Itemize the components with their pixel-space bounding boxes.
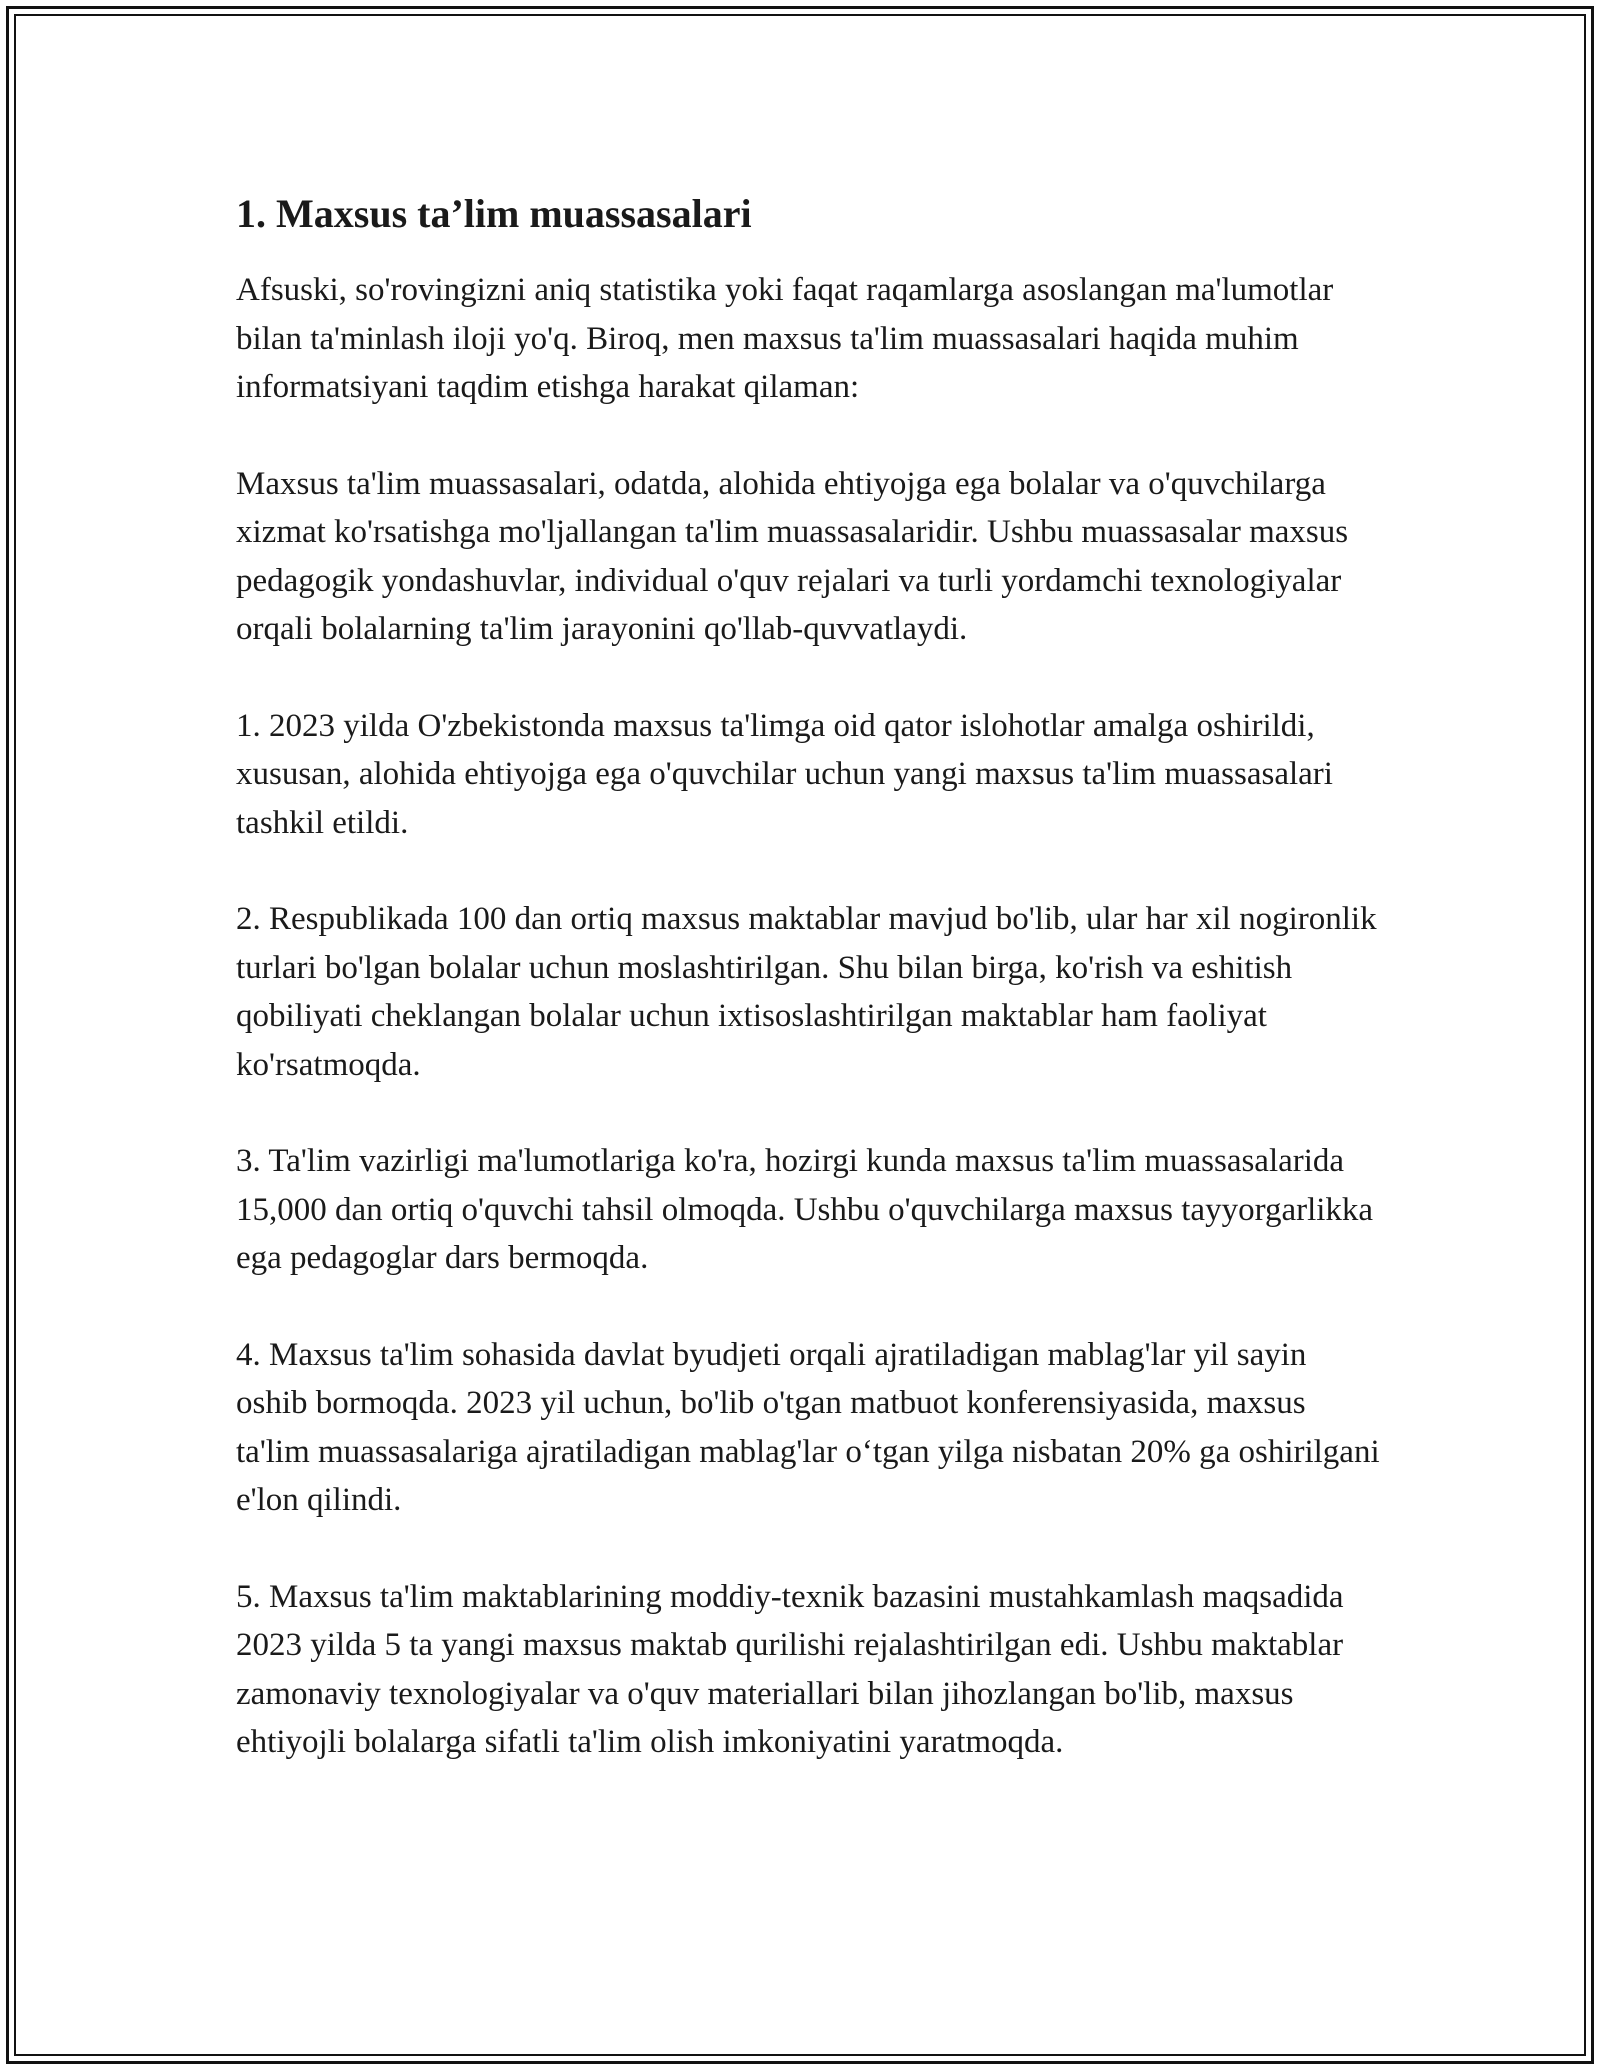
- document-body: [236, 186, 1386, 1815]
- intro-paragraph: Afsuski, so'rovingizni aniq statistika yoki faqat raqamlarga asoslangan ma'lumotlar bilan ta'minlash iloji yo'q. Biroq, men maxsus ta'lim muassasalari haqida muhim informatsiyani taqdim etishga harakat qilaman:: [236, 272, 1334, 405]
- section-heading: 1. Maxsus ta’lim muassasalari: [236, 191, 752, 236]
- point-5-paragraph: 5. Maxsus ta'lim maktablarining moddiy-texnik bazasini mustahkamlash maqsadida 2023 yilda 5 ta yangi maxsus maktab qurilishi rejalashtirilgan edi. Ushbu maktablar zamonaviy texnologiyalar va o'quv materiallari bilan jihozlangan bo'lib, maxsus ehtiyojli bolalarga sifatli ta'lim olish imkoniyatini yaratmoqda.: [236, 1578, 1344, 1760]
- point-3-paragraph: 3. Ta'lim vazirligi ma'lumotlariga ko'ra, hozirgi kunda maxsus ta'lim muassasalarida 15,000 dan ortiq o'quvchi tahsil olmoqda. Ushbu o'quvchilarga maxsus tayyorgarlikka ega pedagoglar dars bermoqda.: [236, 1143, 1374, 1276]
- definition-paragraph: Maxsus ta'lim muassasalari, odatda, alohida ehtiyojga ega bolalar va o'quvchilarga xizmat ko'rsatishga mo'ljallangan ta'lim muassasalaridir. Ushbu muassasalar maxsus pedagogik yondashuvlar, individual o'quv rejalari va turli yordamchi texnologiyalar orqali bolalarning ta'lim jarayonini qo'llab-quvvatlaydi.: [236, 465, 1349, 647]
- point-1-paragraph: 1. 2023 yilda O'zbekistonda maxsus ta'limga oid qator islohotlar amalga oshirildi, xususan, alohida ehtiyojga ega o'quvchilar uchun yangi maxsus ta'lim muassasalari tashkil etildi.: [236, 707, 1333, 841]
- point-4-paragraph: 4. Maxsus ta'lim sohasida davlat byudjeti orqali ajratiladigan mablag'lar yil sayin oshib bormoqda. 2023 yil uchun, bo'lib o'tgan matbuot konferensiyasida, maxsus ta'lim muassasalariga ajratiladigan mablag'lar o‘tgan yilga nisbatan 20% ga oshirilgani e'lon qilindi.: [236, 1336, 1380, 1518]
- point-2-paragraph: 2. Respublikada 100 dan ortiq maxsus maktablar mavjud bo'lib, ular har xil nogironlik turlari bo'lgan bolalar uchun moslashtirilgan. Shu bilan birga, ko'rish va eshitish qobiliyati cheklangan bolalar uchun ixtisoslashtirilgan maktablar ham faoliyat ko'rsatmoqda.: [236, 901, 1377, 1083]
